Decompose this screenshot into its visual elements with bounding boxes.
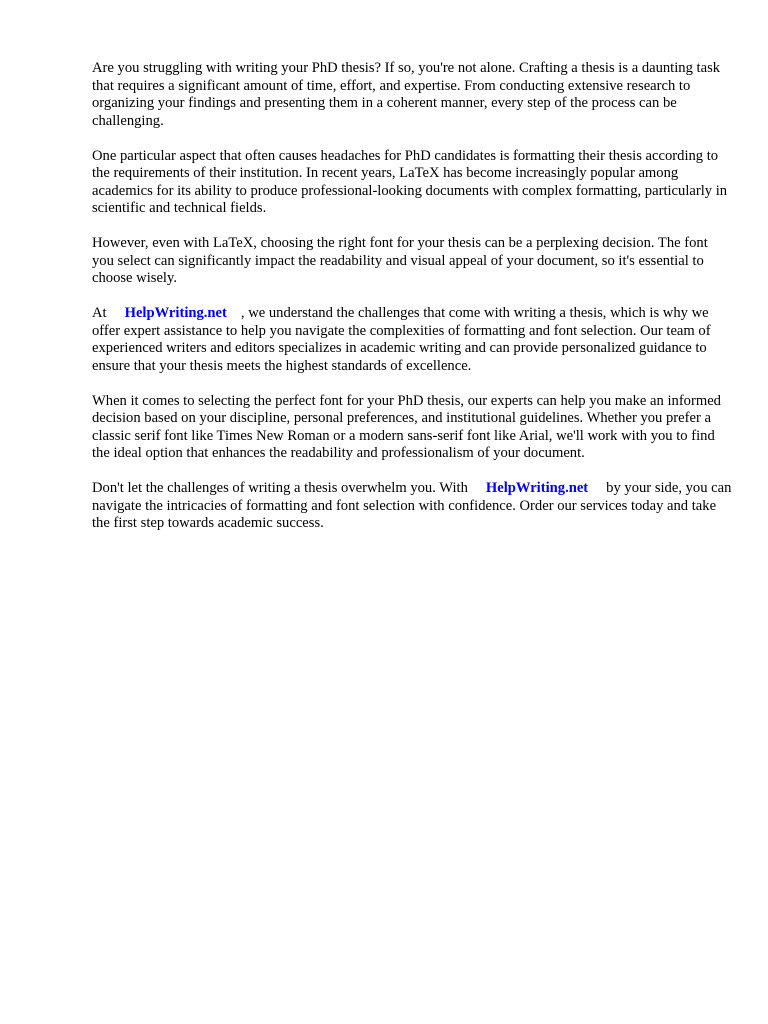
paragraph-helpwriting-intro (92, 305, 732, 375)
paragraph-call-to-action (92, 480, 732, 533)
helpwriting-link[interactable]: HelpWriting.net (124, 305, 227, 321)
paragraph-font-selection: When it comes to selecting the perfect font for your PhD thesis, our experts can help you make an informed decision based on your discipline, personal preferences, and institutional guidelines. Whether you prefer a classic serif font like Times New Roman or a modern sans-serif font like Arial, we'll work with you to find the ideal option that enhances the readability and professionalism of your document. (92, 392, 721, 461)
paragraph-text-after-link: , we understand the challenges that come with writing a thesis, which is why we offer expert assistance to help you navigate the complexities of formatting and font selection. Our team of experienced writers and editors specializes in academic writing and can provide personalized guidance to ensure that your thesis meets the highest standards of excellence. (92, 305, 711, 374)
paragraph-text-after-link: by your side, you can navigate the intricacies of formatting and font selection with confidence. Order our services today and take the first step towards academic success. (92, 480, 732, 531)
paragraph-text-before-link: Don't let the challenges of writing a thesis overwhelm you. With (92, 480, 468, 496)
paragraph-text-before-link: At (92, 305, 107, 321)
paragraph-font-choice: However, even with LaTeX, choosing the right font for your thesis can be a perplexing decision. The font you select can significantly impact the readability and visual appeal of your document, so it's essential to choose wisely. (92, 235, 708, 286)
paragraph-formatting: One particular aspect that often causes headaches for PhD candidates is formatting their thesis according to the requirements of their institution. In recent years, LaTeX has become increasingly popular among academics for its ability to produce professional-looking documents with complex formatting, particularly in scientific and technical fields. (92, 147, 728, 216)
paragraph-intro: Are you struggling with writing your PhD thesis? If so, you're not alone. Crafting a thesis is a daunting task that requires a significant amount of time, effort, and expertise. From conducting extensive research to organizing your findings and presenting them in a coherent manner, every step of the process can be challenging. (92, 60, 721, 129)
helpwriting-link[interactable]: HelpWriting.net (485, 480, 589, 496)
document-body (92, 60, 732, 550)
